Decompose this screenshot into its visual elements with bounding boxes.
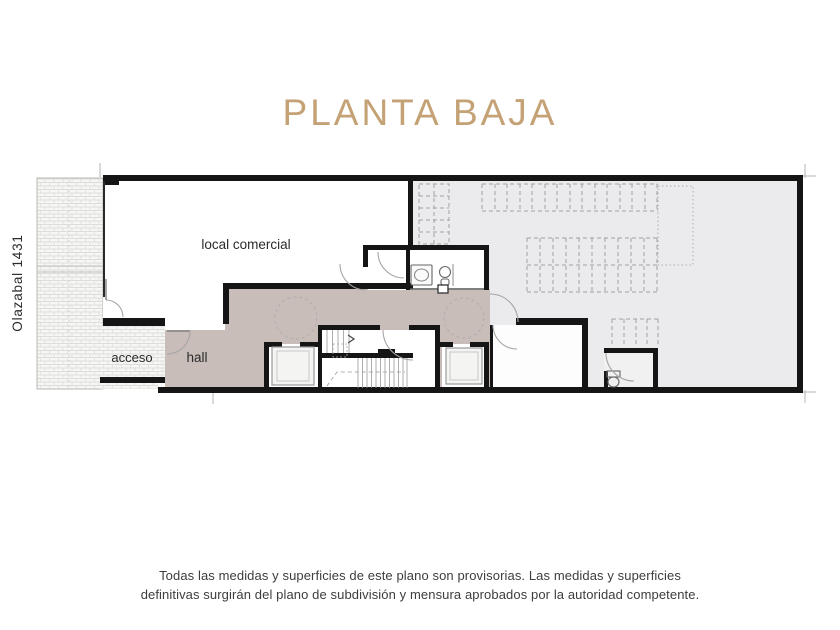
service-room: [493, 325, 582, 387]
sidewalk: [37, 178, 103, 389]
disclaimer: [0, 566, 840, 604]
stairwell-room: [322, 330, 435, 388]
label-local-comercial: local comercial: [201, 237, 291, 252]
label-acceso: acceso: [111, 350, 153, 365]
shaft-box: [438, 285, 448, 293]
elevator-1-car: [272, 347, 314, 385]
address-label: Olazabal 1431: [10, 234, 25, 332]
elevator-2-car: [446, 348, 482, 384]
label-hall: hall: [186, 350, 208, 365]
disclaimer-line-2: definitivas surgirán del plano de subdivisión y mensura aprobados por la autoridad competente.: [140, 587, 700, 602]
disclaimer-line-1: Todas las medidas y superficies de este plano son provisorias. Las medidas y superficies: [159, 568, 681, 583]
page-title: PLANTA BAJA: [282, 92, 558, 133]
